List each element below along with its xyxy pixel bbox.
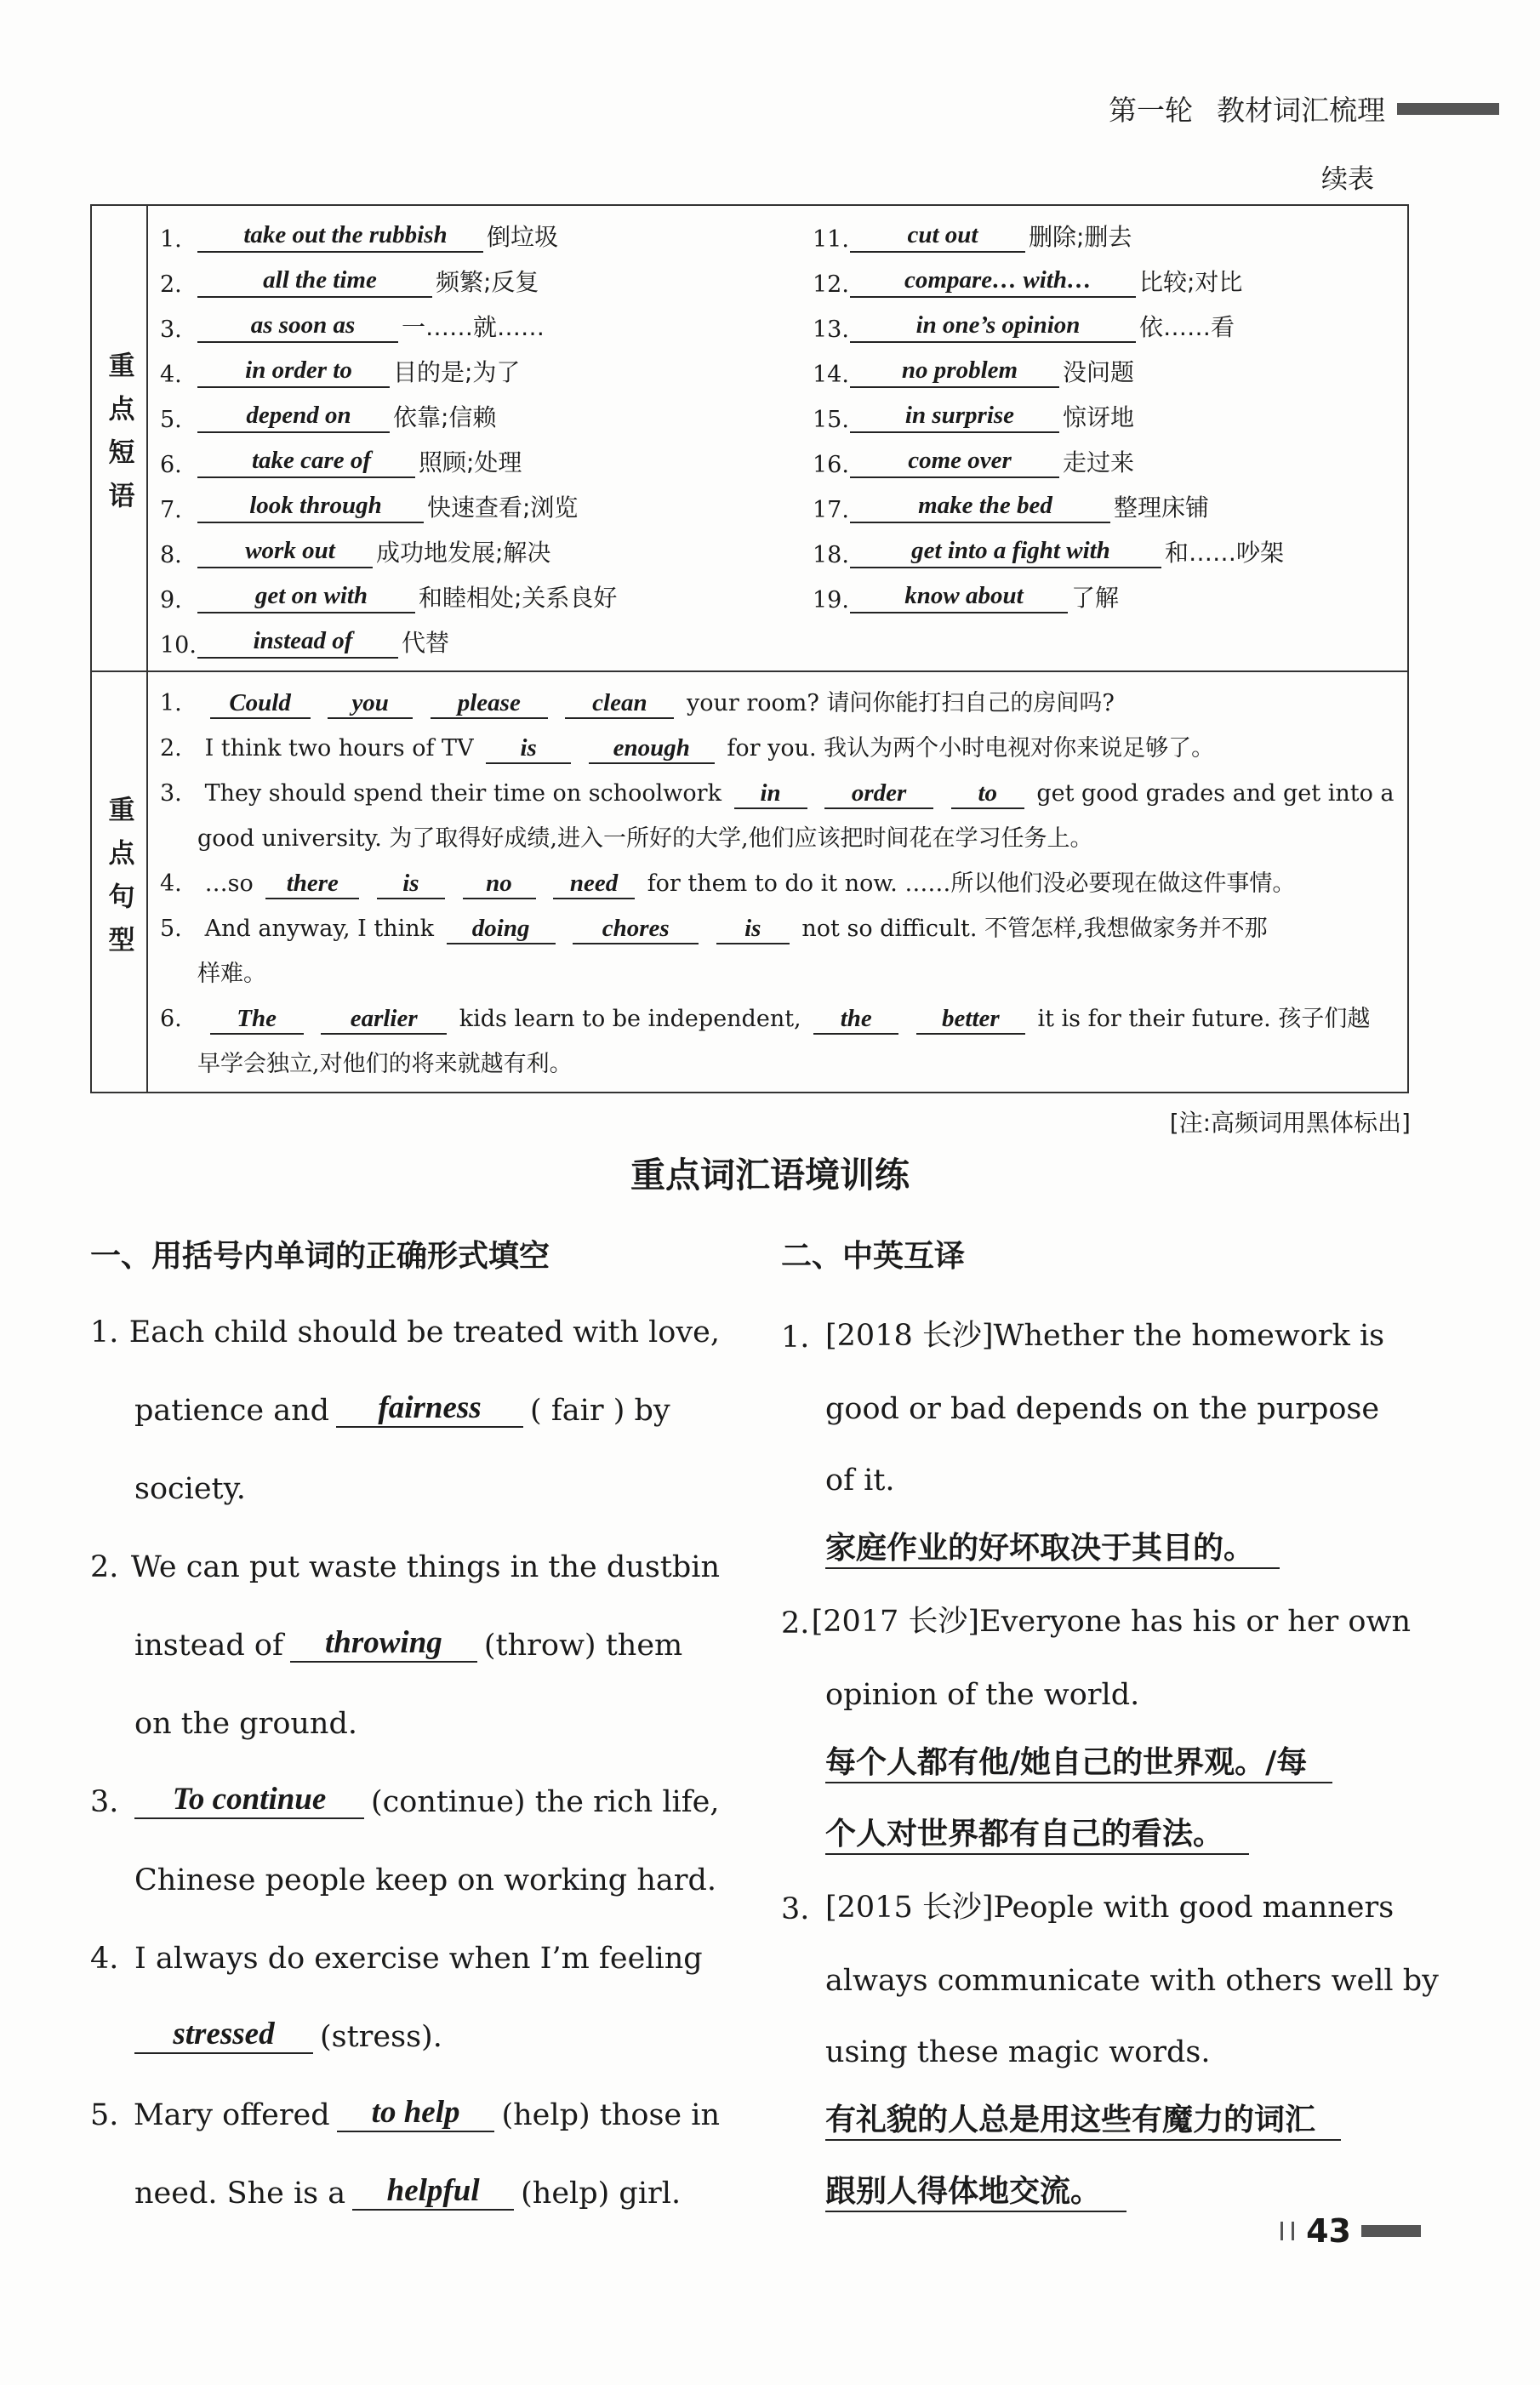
- phrase-meaning: 倒垃圾: [487, 223, 559, 251]
- blank: doing: [447, 914, 556, 944]
- phrase-meaning: 目的是;为了: [393, 358, 521, 386]
- phrase-item: [160, 620, 779, 665]
- phrase-meaning: 依……看: [1139, 313, 1235, 341]
- phrase-answer: get into a fight with: [850, 537, 1161, 568]
- page-number: 43: [1306, 2212, 1351, 2250]
- sentence-2: 2. I think two hours of TV is enough for you. 我认为两个小时电视对你来说足够了。: [160, 726, 1397, 771]
- sentence-4: 4. …so there is no need for them to do it now. ……所以他们没必要现在做这件事情。: [160, 861, 1397, 906]
- phrase-item: [160, 395, 779, 440]
- phrase-meaning: 快速查看;浏览: [427, 494, 579, 522]
- phrase-answer: compare… with…: [850, 266, 1136, 298]
- phrase-item: [160, 260, 779, 305]
- blank: clean: [565, 688, 674, 719]
- phrase-answer: no problem: [850, 357, 1059, 388]
- phrase-item: [779, 395, 1397, 440]
- phrase-number: 16.: [813, 452, 849, 478]
- phrase-number: 19.: [813, 587, 849, 613]
- phrase-item: [160, 440, 779, 485]
- blank: chores: [573, 914, 699, 944]
- phrase-number: 3.: [160, 317, 182, 343]
- phrase-item: [160, 530, 779, 575]
- blank: order: [824, 779, 933, 809]
- phrase-answer: as soon as: [197, 311, 398, 343]
- phrase-number: 9.: [160, 587, 182, 613]
- blank: is: [716, 914, 790, 944]
- phrase-answer: in one’s opinion: [850, 311, 1136, 343]
- translation-answer: 家庭作业的好坏取决于其目的。: [825, 1524, 1280, 1569]
- blank: no: [463, 869, 536, 899]
- phrase-answer: get on with: [197, 582, 415, 613]
- t1-answer: [781, 1498, 1411, 1569]
- t1-line3: of it.: [825, 1464, 895, 1498]
- phrase-answer: look through: [197, 492, 424, 523]
- part1-title: 一、用括号内单词的正确形式填空: [90, 1239, 550, 1274]
- t1-line2: good or bad depends on the purpose: [825, 1392, 1380, 1426]
- q1-line1: 1. Each child should be treated with love,: [90, 1315, 720, 1349]
- phrase-item: [779, 485, 1397, 530]
- translation-answer: 每个人都有他/她自己的世界观。/每: [825, 1738, 1332, 1783]
- answer-blank: stressed: [134, 2016, 313, 2054]
- t2-line2: opinion of the world.: [825, 1678, 1140, 1712]
- phrase-item: [779, 305, 1397, 350]
- round-label: 第一轮: [1109, 94, 1193, 127]
- phrase-meaning: 和……吵架: [1165, 539, 1285, 567]
- t3-line2: always communicate with others well by: [825, 1964, 1439, 1998]
- phrase-answer: depend on: [197, 402, 390, 433]
- blank: better: [916, 1004, 1025, 1035]
- phrase-number: 17.: [813, 497, 849, 523]
- phrases-section: [92, 206, 1407, 670]
- phrase-meaning: 比较;对比: [1139, 268, 1243, 296]
- phrase-meaning: 代替: [402, 629, 450, 657]
- phrase-number: 14.: [813, 362, 849, 388]
- phrase-item: [779, 530, 1397, 575]
- phrase-answer: know about: [850, 582, 1068, 613]
- sentence-1: 1. Could you please clean your room? 请问你能打扫自己的房间吗?: [160, 681, 1397, 726]
- phrase-answer: in surprise: [850, 402, 1059, 433]
- phrase-meaning: 照顾;处理: [419, 448, 522, 476]
- running-header: [1109, 88, 1499, 128]
- phrase-meaning: 依靠;信赖: [393, 403, 497, 431]
- phrase-number: 4.: [160, 362, 182, 388]
- phrase-meaning: 和睦相处;关系良好: [419, 584, 618, 612]
- sentence-5: 5. And anyway, I think doing chores is not so difficult. 不管怎样,我想做家务并不那: [160, 906, 1397, 951]
- answer-blank: To continue: [134, 1781, 364, 1819]
- phrase-item: [160, 305, 779, 350]
- q2-line2: instead of throwing (throw) them: [134, 1625, 683, 1663]
- phrases-section-label: 重点短语: [92, 206, 148, 670]
- q3-line1: 3. To continue (continue) the rich life,: [90, 1782, 720, 1819]
- sentence-3-cont: good university. 为了取得好成绩,进入一所好的大学,他们应该把时间花在学习任务上。: [197, 825, 1093, 852]
- phrase-answer: come over: [850, 447, 1059, 478]
- t2-line1: 2. [2017 长沙]Everyone has his or her own: [781, 1605, 1411, 1640]
- phrase-meaning: 惊讶地: [1063, 403, 1135, 431]
- phrase-meaning: 走过来: [1063, 448, 1135, 476]
- q1-line2: patience and fairness ( fair ) by: [134, 1390, 670, 1428]
- phrase-answer: work out: [197, 537, 373, 568]
- phrase-meaning: 一……就……: [402, 313, 545, 341]
- phrase-answer: all the time: [197, 266, 432, 298]
- phrase-meaning: 整理床铺: [1114, 494, 1210, 522]
- blank: is: [486, 733, 571, 764]
- answer-blank: fairness: [336, 1389, 523, 1428]
- phrase-answer: cut out: [850, 221, 1025, 253]
- vocab-table: [90, 204, 1409, 1093]
- part2-title: 二、中英互译: [781, 1239, 966, 1274]
- chapter-title: 教材词汇梳理: [1217, 94, 1385, 127]
- answer-blank: to help: [337, 2094, 495, 2132]
- phrase-item: [160, 214, 779, 260]
- phrase-item: [779, 620, 1397, 665]
- phrase-item: [779, 350, 1397, 395]
- sentence-5-cont: 样难。: [197, 961, 266, 987]
- phrase-number: 10.: [160, 632, 197, 659]
- phrase-number: 15.: [813, 407, 849, 433]
- blank: the: [813, 1004, 898, 1035]
- phrase-meaning: 了解: [1071, 584, 1120, 612]
- answer-blank: helpful: [352, 2172, 514, 2211]
- t3-answer-2: [781, 2141, 1411, 2212]
- phrase-number: 2.: [160, 271, 182, 298]
- phrase-meaning: 成功地发展;解决: [376, 539, 551, 567]
- blank: please: [431, 688, 548, 719]
- answer-blank: throwing: [290, 1624, 477, 1663]
- t3-line1: 3. [2015 长沙]People with good manners: [781, 1891, 1395, 1926]
- phrase-meaning: 没问题: [1063, 358, 1135, 386]
- translation-answer: 跟别人得体地交流。: [825, 2167, 1126, 2212]
- sentence-6-cont: 早学会独立,对他们的将来就越有利。: [197, 1051, 573, 1077]
- sentence-3: 3. They should spend their time on schoolwork in order to get good grades and get into a: [160, 771, 1397, 816]
- footnote: [注:高频词用黑体标出]: [1169, 1109, 1411, 1137]
- phrase-number: 13.: [813, 317, 849, 343]
- phrase-item: [779, 260, 1397, 305]
- blank: is: [377, 869, 445, 899]
- phrase-number: 7.: [160, 497, 182, 523]
- blank: in: [734, 779, 807, 809]
- phrase-answer: in order to: [197, 357, 390, 388]
- blank: earlier: [321, 1004, 447, 1035]
- phrase-answer: instead of: [197, 627, 398, 659]
- q1-line3: society.: [134, 1472, 246, 1506]
- phrase-number: 8.: [160, 542, 182, 568]
- q2-line3: on the ground.: [134, 1707, 358, 1741]
- phrase-number: 6.: [160, 452, 182, 478]
- part2-questions: [781, 1283, 1439, 2212]
- blank: there: [265, 869, 359, 899]
- t2-answer-1: [781, 1712, 1411, 1783]
- phrase-list: [160, 214, 1397, 665]
- sentences-section: [92, 670, 1407, 1092]
- continued-label: 续表: [1321, 164, 1374, 195]
- q2-line1: 2. We can put waste things in the dustbin: [90, 1550, 720, 1584]
- blank: Could: [210, 688, 311, 719]
- t3-answer-1: [781, 2069, 1411, 2141]
- sentence-6: 6. The earlier kids learn to be independent, the better it is for their future. 孩子们越: [160, 996, 1397, 1041]
- blank: enough: [589, 733, 715, 764]
- phrase-item: [779, 575, 1397, 620]
- phrase-answer: make the bed: [850, 492, 1110, 523]
- phrase-answer: take out the rubbish: [197, 221, 483, 253]
- part1-questions: [90, 1271, 720, 2211]
- blank: you: [328, 688, 413, 719]
- phrase-item: [779, 214, 1397, 260]
- t1-line1: 1. [2018 长沙]Whether the homework is: [781, 1319, 1385, 1355]
- t3-line3: using these magic words.: [825, 2035, 1211, 2069]
- phrase-item: [160, 575, 779, 620]
- phrase-meaning: 频繁;反复: [436, 268, 539, 296]
- t2-answer-2: [781, 1783, 1411, 1855]
- q4-line1: 4. I always do exercise when I’m feeling: [90, 1942, 703, 1976]
- blank: The: [210, 1004, 304, 1035]
- translation-answer: 有礼貌的人总是用这些有魔力的词汇: [825, 2096, 1341, 2141]
- header-bar: [1397, 103, 1499, 115]
- phrase-number: 12.: [813, 271, 849, 298]
- phrase-item: [779, 440, 1397, 485]
- translation-answer: 个人对世界都有自己的看法。: [825, 1810, 1249, 1855]
- phrase-item: [160, 485, 779, 530]
- training-title: 重点词汇语境训练: [630, 1155, 910, 1195]
- blank: to: [951, 779, 1024, 809]
- q4-line2: stressed (stress).: [90, 1976, 720, 2054]
- phrase-number: 1.: [160, 226, 182, 253]
- q3-line2: Chinese people keep on working hard.: [134, 1863, 717, 1897]
- page-footer: [1280, 2212, 1421, 2250]
- q5-line1: 5. Mary offered to help (help) those in: [90, 2095, 720, 2132]
- sentences-section-label: 重点句型: [92, 672, 148, 1092]
- phrase-answer: take care of: [197, 447, 415, 478]
- phrase-item: [160, 350, 779, 395]
- phrase-number: 18.: [813, 542, 849, 568]
- phrase-number: 11.: [813, 226, 849, 253]
- phrase-meaning: 删除;删去: [1029, 223, 1132, 251]
- phrase-number: 5.: [160, 407, 182, 433]
- q5-line2: need. She is a helpful (help) girl.: [134, 2173, 682, 2211]
- footer-bar: [1361, 2225, 1421, 2237]
- blank: need: [553, 869, 635, 899]
- footer-marks: [1280, 2222, 1294, 2240]
